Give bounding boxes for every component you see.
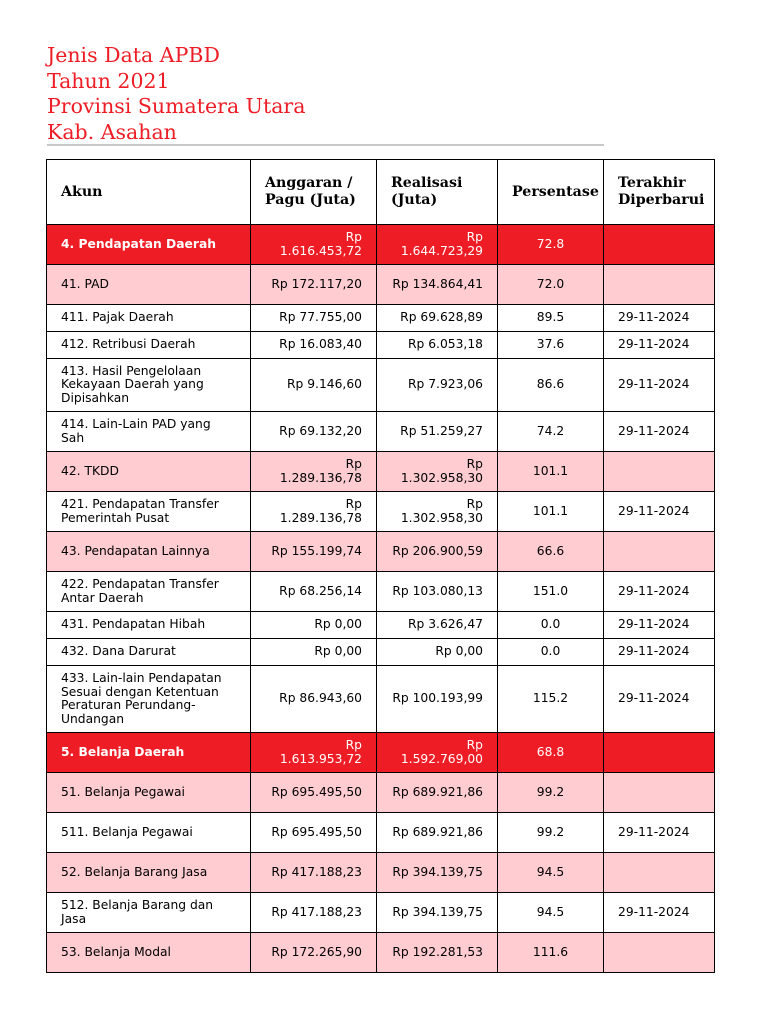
- cell-akun: 431. Pendapatan Hibah: [47, 612, 251, 639]
- cell-akun: 53. Belanja Modal: [47, 933, 251, 973]
- cell-realisasi: Rp 206.900,59: [377, 532, 498, 572]
- cell-terakhir: [604, 265, 715, 305]
- cell-akun: 421. Pendapatan Transfer Pemerintah Pusat: [47, 492, 251, 532]
- cell-akun: 43. Pendapatan Lainnya: [47, 532, 251, 572]
- cell-realisasi: Rp 394.139,75: [377, 853, 498, 893]
- col-header-realisasi: Realisasi (Juta): [377, 160, 498, 225]
- cell-terakhir: [604, 733, 715, 773]
- table-row: [47, 532, 715, 572]
- col-header-akun: Akun: [47, 160, 251, 225]
- table-header-row: [47, 160, 715, 225]
- header-divider: [47, 144, 604, 146]
- table-row: [47, 225, 715, 265]
- cell-persentase: 115.2: [498, 666, 604, 733]
- table-row: [47, 492, 715, 532]
- cell-terakhir: 29-11-2024: [604, 666, 715, 733]
- cell-persentase: 72.8: [498, 225, 604, 265]
- cell-anggaran: Rp 0,00: [251, 612, 377, 639]
- cell-anggaran: Rp 69.132,20: [251, 412, 377, 452]
- cell-terakhir: 29-11-2024: [604, 492, 715, 532]
- cell-persentase: 66.6: [498, 532, 604, 572]
- cell-anggaran: Rp 86.943,60: [251, 666, 377, 733]
- table-row: [47, 452, 715, 492]
- cell-realisasi: Rp 689.921,86: [377, 813, 498, 853]
- table-row: [47, 359, 715, 412]
- cell-anggaran: Rp 172.117,20: [251, 265, 377, 305]
- table-row: [47, 305, 715, 332]
- cell-realisasi: Rp 1.302.958,30: [377, 492, 498, 532]
- cell-realisasi: Rp 0,00: [377, 639, 498, 666]
- cell-akun: 52. Belanja Barang Jasa: [47, 853, 251, 893]
- cell-realisasi: Rp 69.628,89: [377, 305, 498, 332]
- cell-akun: 512. Belanja Barang dan Jasa: [47, 893, 251, 933]
- cell-akun: 42. TKDD: [47, 452, 251, 492]
- cell-anggaran: Rp 1.289.136,78: [251, 492, 377, 532]
- cell-anggaran: Rp 1.613.953,72: [251, 733, 377, 773]
- cell-realisasi: Rp 103.080,13: [377, 572, 498, 612]
- table-row: [47, 332, 715, 359]
- cell-terakhir: 29-11-2024: [604, 639, 715, 666]
- cell-anggaran: Rp 155.199,74: [251, 532, 377, 572]
- cell-terakhir: 29-11-2024: [604, 893, 715, 933]
- cell-terakhir: 29-11-2024: [604, 572, 715, 612]
- apbd-table: [46, 159, 715, 973]
- cell-realisasi: Rp 134.864,41: [377, 265, 498, 305]
- cell-persentase: 37.6: [498, 332, 604, 359]
- table-body: [47, 225, 715, 973]
- cell-terakhir: [604, 452, 715, 492]
- cell-terakhir: [604, 225, 715, 265]
- cell-anggaran: Rp 172.265,90: [251, 933, 377, 973]
- col-header-terakhir: Terakhir Diperbarui: [604, 160, 715, 225]
- cell-persentase: 94.5: [498, 893, 604, 933]
- cell-realisasi: Rp 192.281,53: [377, 933, 498, 973]
- cell-realisasi: Rp 1.644.723,29: [377, 225, 498, 265]
- cell-akun: 511. Belanja Pegawai: [47, 813, 251, 853]
- cell-persentase: 89.5: [498, 305, 604, 332]
- document-header: [47, 43, 305, 145]
- table-row: [47, 572, 715, 612]
- header-data-type: Jenis Data APBD: [47, 43, 220, 67]
- cell-persentase: 0.0: [498, 639, 604, 666]
- cell-terakhir: 29-11-2024: [604, 332, 715, 359]
- cell-realisasi: Rp 6.053,18: [377, 332, 498, 359]
- cell-akun: 412. Retribusi Daerah: [47, 332, 251, 359]
- cell-akun: 413. Hasil Pengelolaan Kekayaan Daerah yang Dipisahkan: [47, 359, 251, 412]
- cell-persentase: 94.5: [498, 853, 604, 893]
- cell-persentase: 101.1: [498, 492, 604, 532]
- cell-persentase: 99.2: [498, 813, 604, 853]
- col-header-persentase: Persentase: [498, 160, 604, 225]
- cell-akun: 4. Pendapatan Daerah: [47, 225, 251, 265]
- cell-terakhir: 29-11-2024: [604, 612, 715, 639]
- cell-realisasi: Rp 1.592.769,00: [377, 733, 498, 773]
- cell-persentase: 86.6: [498, 359, 604, 412]
- cell-anggaran: Rp 0,00: [251, 639, 377, 666]
- cell-persentase: 99.2: [498, 773, 604, 813]
- cell-persentase: 111.6: [498, 933, 604, 973]
- cell-anggaran: Rp 695.495,50: [251, 813, 377, 853]
- cell-terakhir: 29-11-2024: [604, 813, 715, 853]
- cell-persentase: 101.1: [498, 452, 604, 492]
- cell-anggaran: Rp 68.256,14: [251, 572, 377, 612]
- table-row: [47, 733, 715, 773]
- cell-anggaran: Rp 77.755,00: [251, 305, 377, 332]
- cell-realisasi: Rp 7.923,06: [377, 359, 498, 412]
- cell-anggaran: Rp 16.083,40: [251, 332, 377, 359]
- table-row: [47, 412, 715, 452]
- cell-persentase: 151.0: [498, 572, 604, 612]
- table-row: [47, 933, 715, 973]
- cell-persentase: 0.0: [498, 612, 604, 639]
- table-row: [47, 893, 715, 933]
- cell-realisasi: Rp 1.302.958,30: [377, 452, 498, 492]
- cell-realisasi: Rp 689.921,86: [377, 773, 498, 813]
- cell-terakhir: 29-11-2024: [604, 412, 715, 452]
- col-header-anggaran: Anggaran / Pagu (Juta): [251, 160, 377, 225]
- cell-persentase: 74.2: [498, 412, 604, 452]
- table-row: [47, 265, 715, 305]
- header-regency: Kab. Asahan: [47, 119, 177, 144]
- cell-anggaran: Rp 9.146,60: [251, 359, 377, 412]
- cell-realisasi: Rp 3.626,47: [377, 612, 498, 639]
- cell-akun: 422. Pendapatan Transfer Antar Daerah: [47, 572, 251, 612]
- cell-anggaran: Rp 1.616.453,72: [251, 225, 377, 265]
- table-row: [47, 853, 715, 893]
- cell-anggaran: Rp 695.495,50: [251, 773, 377, 813]
- cell-anggaran: Rp 1.289.136,78: [251, 452, 377, 492]
- cell-terakhir: 29-11-2024: [604, 305, 715, 332]
- cell-akun: 414. Lain-Lain PAD yang Sah: [47, 412, 251, 452]
- cell-realisasi: Rp 394.139,75: [377, 893, 498, 933]
- cell-terakhir: [604, 933, 715, 973]
- header-province: Provinsi Sumatera Utara: [47, 94, 306, 118]
- cell-terakhir: 29-11-2024: [604, 359, 715, 412]
- cell-persentase: 72.0: [498, 265, 604, 305]
- cell-akun: 433. Lain-lain Pendapatan Sesuai dengan Ketentuan Peraturan Perundang-Undangan: [47, 666, 251, 733]
- cell-terakhir: [604, 773, 715, 813]
- cell-terakhir: [604, 532, 715, 572]
- table-row: [47, 639, 715, 666]
- table-row: [47, 666, 715, 733]
- cell-persentase: 68.8: [498, 733, 604, 773]
- cell-realisasi: Rp 100.193,99: [377, 666, 498, 733]
- cell-akun: 432. Dana Darurat: [47, 639, 251, 666]
- cell-terakhir: [604, 853, 715, 893]
- cell-anggaran: Rp 417.188,23: [251, 893, 377, 933]
- table-row: [47, 612, 715, 639]
- table-row: [47, 813, 715, 853]
- header-year: Tahun 2021: [47, 68, 170, 93]
- cell-akun: 51. Belanja Pegawai: [47, 773, 251, 813]
- cell-realisasi: Rp 51.259,27: [377, 412, 498, 452]
- cell-akun: 411. Pajak Daerah: [47, 305, 251, 332]
- cell-akun: 5. Belanja Daerah: [47, 733, 251, 773]
- table-row: [47, 773, 715, 813]
- cell-anggaran: Rp 417.188,23: [251, 853, 377, 893]
- cell-akun: 41. PAD: [47, 265, 251, 305]
